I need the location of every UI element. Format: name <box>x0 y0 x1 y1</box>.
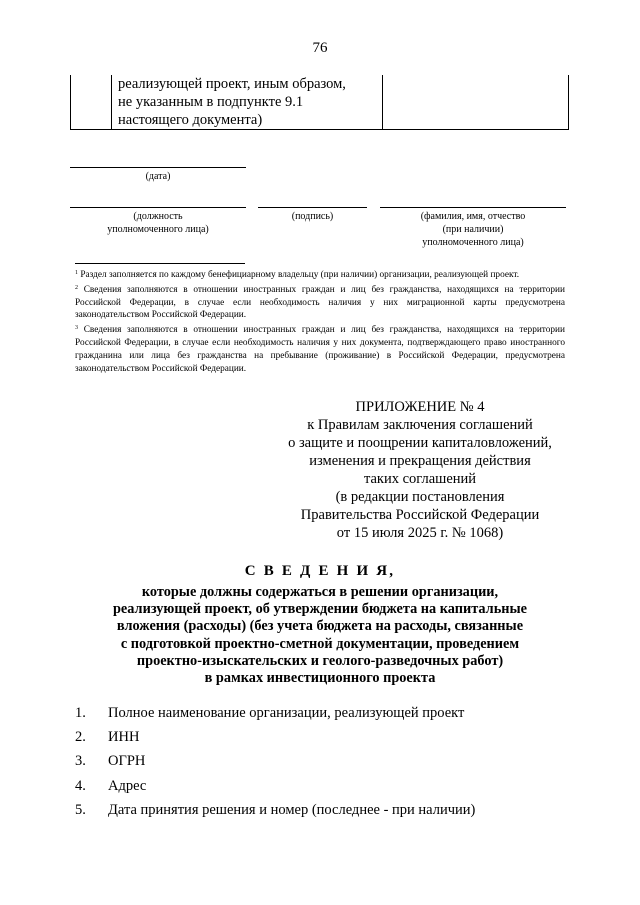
document-subheading <box>90 584 550 687</box>
table-cell-text <box>112 75 383 129</box>
list-item <box>75 705 575 729</box>
footnote-mark: 2 <box>75 284 78 291</box>
appendix-line: (в редакции постановления <box>335 489 505 505</box>
footnote-text: Сведения заполняются в отношении иностранных граждан и лиц без гражданства, находящихся на территории Российской Федерации, в случае если необходимость наличия у них миграционной карты предусмотрена законодательством Российской Федерации. <box>75 284 565 321</box>
subheading-line: которые должны содержаться в решении организации, <box>141 584 499 600</box>
list-item-text: Адрес <box>108 777 147 794</box>
page-number: 76 <box>312 40 328 56</box>
appendix-line: Правительства Российской Федерации <box>300 507 540 523</box>
name-caption-line: уполномоченного лица) <box>422 237 524 248</box>
list-item <box>75 753 575 777</box>
document-heading: С В Е Д Е Н И Я, <box>244 563 396 579</box>
footnote-2 <box>75 282 565 322</box>
footnote-text: Сведения заполняются в отношении иностранных граждан и лиц без гражданства, находящихся на территории Российской Федерации, в случае если необходимость наличия у них документа, подтверждающего право иностранного гражданина или лица без гражданства на пребывание (проживание) в Российской Федерации, предусмотрена законодательством Российской Федерации. <box>75 325 565 374</box>
name-caption-line: (при наличии) <box>442 224 504 235</box>
signature-line <box>258 207 367 208</box>
subheading-line: с подготовкой проектно-сметной документации, проведением <box>120 635 520 652</box>
list-item <box>75 802 575 826</box>
list-item-text: Дата принятия решения и номер (последнее - при наличии) <box>108 801 476 818</box>
name-caption-line: (фамилия, имя, отчество <box>420 211 526 222</box>
footnote-1 <box>75 267 565 282</box>
list-item-number: 4. <box>75 777 86 794</box>
list-item-number: 1. <box>75 705 86 721</box>
appendix-header <box>270 398 570 542</box>
list-item-number: 2. <box>75 729 86 746</box>
footnote-separator <box>75 263 245 264</box>
footnote-mark: 1 <box>75 270 78 276</box>
list-item-number: 3. <box>75 753 86 770</box>
name-line <box>380 207 566 208</box>
numbered-list <box>75 705 575 826</box>
list-item <box>75 729 575 753</box>
table-cell-value <box>383 75 568 129</box>
appendix-line: таких соглашений <box>363 471 477 487</box>
table-cell-number <box>71 75 112 129</box>
position-line <box>70 207 246 208</box>
signature-caption: (подпись) <box>291 211 334 222</box>
appendix-title: ПРИЛОЖЕНИЕ № 4 <box>355 399 485 415</box>
position-caption-line: (должность <box>133 211 183 222</box>
subheading-line: вложения (расходы) (без учета бюджета на расходы, связанные <box>116 618 524 635</box>
position-caption-line: уполномоченного лица) <box>107 224 209 235</box>
position-caption <box>70 210 246 236</box>
list-item-text: ИНН <box>108 729 140 746</box>
subheading-line: проектно-изыскательских и геолого-разведочных работ) <box>136 652 504 669</box>
list-item <box>75 778 575 802</box>
footnotes <box>75 267 565 375</box>
subheading-line: в рамках инвестиционного проекта <box>204 670 436 687</box>
list-item-text: ОГРН <box>108 753 146 770</box>
footnote-3 <box>75 322 565 375</box>
list-item-text: Полное наименование организации, реализующей проект <box>108 705 465 721</box>
date-caption: (дата) <box>145 171 171 182</box>
appendix-line: к Правилам заключения соглашений <box>307 417 533 433</box>
appendix-line: от 15 июля 2025 г. № 1068) <box>336 525 504 541</box>
table-cell-line: настоящего документа) <box>118 112 263 128</box>
table-cell-line: не указанным в подпункте 9.1 <box>118 94 304 110</box>
appendix-line: изменения и прекращения действия <box>309 453 531 469</box>
list-item-number: 5. <box>75 801 86 818</box>
table-cell-line: реализующей проект, иным образом, <box>118 76 346 92</box>
appendix-line: о защите и поощрении капиталовложений, <box>288 435 552 451</box>
footnote-mark: 3 <box>75 325 78 332</box>
subheading-line: реализующей проект, об утверждении бюджета на капитальные <box>112 601 528 618</box>
table-fragment <box>70 75 569 130</box>
name-caption <box>380 210 566 249</box>
footnote-text: Раздел заполняется по каждому бенефициарному владельцу (при наличии) организации, реализующей проект. <box>80 270 520 280</box>
date-line <box>70 167 246 168</box>
